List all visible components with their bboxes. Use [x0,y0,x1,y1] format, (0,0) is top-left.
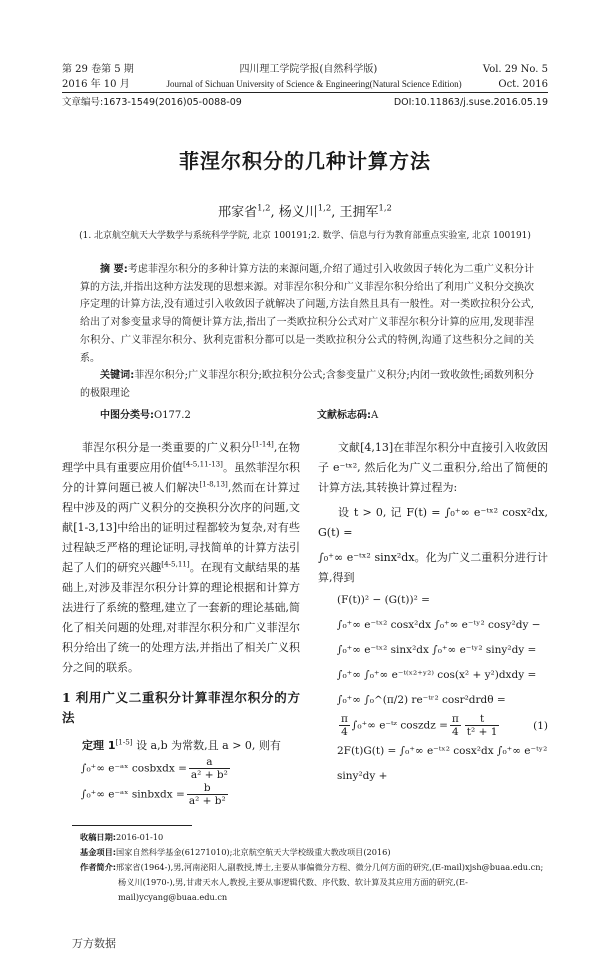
header-date-en: Oct. 2016 [498,79,548,90]
footnote-rule [72,825,192,826]
equation-sin: ∫₀⁺∞ e⁻ᵃˣ sinbxdx = $\frac{b}{\text{a² + b²}}$ [81,781,226,807]
abstract [80,261,534,424]
author-bio-2: 杨义川(1970-),男,甘肃天水人,教授,主要从事逻辑代数、序代数、软计算及其应用方面的研究,(E-mail)ycyang@buaa.edu.cn [118,877,468,903]
equation-1-body: $\frac{\pi}{4}$ ∫₀⁺∞ e⁻ᵗᶻ coszdz = $\frac{\pi}{4}$ $\frac{t}{\text{t² + 1}}$ [341,713,498,739]
keywords-text: 菲涅尔积分;广义菲涅尔积分;欧拉积分公式;含参变量广义积分;内闭一致收敛性;函数列积分的极限理论 [80,370,534,399]
author-name: 王拥军 [339,205,379,220]
header-volume-en: Vol. 29 No. 5 [482,64,548,75]
left-column [62,438,300,807]
equation-number: (1) [533,719,548,732]
header-row-1 [62,62,548,77]
author-bio-1: 作者简介:邢家省(1964-),男,河南泌阳人,副教授,博士,主要从事偏微分方程、微分几何方面的研究,(E-mail)xjsh@buaa.edu.cn; [80,862,544,873]
method-paragraph: 文献[4,13]在菲涅尔积分中直接引入收敛因子 e⁻ᵗˣ², 然后化为广义二重积分,给出了简便的计算方法,其转换计算过程为: [318,441,548,495]
author-affil-mark: 1,2 [317,202,332,213]
author-list: 邢家省$^{1,2}$, 杨义川$^{1,2}$, 王拥军$^{1,2}$ [218,202,392,220]
author-name: 邢家省 [218,205,258,220]
derivation-line: ∫₀⁺∞ e⁻ᵗˣ² cosx²dx ∫₀⁺∞ e⁻ᵗʸ² cosy²dy − [337,619,541,632]
article-number: 文章编号:1673-1549(2016)05-0088-09 [62,97,242,108]
theorem-1: 定理 1[1-5] 设 a,b 为常数,且 a > 0, 则有 [82,737,281,753]
author-name: 杨义川 [278,205,318,220]
header-row-2 [62,77,548,92]
funding: 基金项目:国家自然科学基金(61271010);北京航空航天大学校级重大教改项目(2016) [80,847,391,858]
body-columns [62,438,548,807]
header-journal-cn: 四川理工学院学报(自然科学版) [239,64,378,75]
classification-row [80,407,534,425]
footnotes [80,830,548,905]
classification: 中图分类号:O177.2 [100,409,191,421]
header-journal-en: Journal of Sichuan University of Science & Engineering(Natural Science Edition) [166,79,462,89]
derivation-line: ∫₀⁺∞ ∫₀⁺∞ e⁻ᵗ⁽ˣ²⁺ʸ²⁾ cos(x² + y²)dxdy = [337,669,537,682]
section-heading-1: 1 利用广义二重积分计算菲涅尔积分的方法 [62,690,300,726]
header-row-3 [62,95,548,110]
definition-line: 设 t > 0, 记 F(t) = ∫₀⁺∞ e⁻ᵗˣ² cosx²dx, G(t) = [318,506,548,540]
abstract-text: 考虑菲涅尔积分的多种计算方法的来源问题,介绍了通过引入收敛因子转化为二重广义积分计算的方法,并指出这种方法发现的思想来源。对菲涅尔积分和广义菲涅尔积分给出了利用广义积分交换次序定理的计算方法,没有通过引入收敛因子就解决了问题,方法自然且具有一般性。对一类欧拉积分公式,给出了对参变量求导的简便计算方法,指出了一类欧拉积分公式对广义菲涅尔积分计算的应用,发现菲涅尔积分、广义菲涅尔积分、狄利克雷积分都可以是一类欧拉积分公式的特例,沟通了这些积分之间的关系。 [80,264,534,364]
intro-paragraph: 菲涅尔积分是一类重要的广义积分[1-14],在物理学中具有重要应用价值[4-5,11-13]。虽然菲涅尔积分的计算问题已被人们解决[1-8,13],然而在计算过程中涉及的两广义积分的交换积分次序的问题,文献[1-3,13]中给出的证明过程都较为复杂,对有些过程缺乏严格的理论证明,寻找简单的计算方法引起了人们的研究兴趣[4-5,11]。在现有文献结果的基础上,对涉及菲涅尔积分计算的理论根据和计算方法进行了系统的整理,建立了一套新的理论基础,简化了相关问题的处理,对菲涅尔积分和广义菲涅尔积分给出了统一的处理方法,并指出了相关广义积分之间的联系。 [62,439,301,675]
doi: DOI:10.11863/j.suse.2016.05.19 [393,97,548,108]
abstract-label: 摘 要: [100,264,128,275]
author-affil-mark: 1,2 [378,202,392,213]
header-rule [62,92,548,93]
header-date-cn: 2016 年 10 月 [62,79,130,90]
author-affil-mark: 1,2 [257,202,271,213]
derivation-line: ∫₀⁺∞ e⁻ᵗˣ² sinx²dx ∫₀⁺∞ e⁻ᵗʸ² siny²dy = [337,644,537,657]
equation-1 [337,713,548,739]
equation-cos: ∫₀⁺∞ e⁻ᵃˣ cosbxdx = $\frac{a}{\text{a² + b²}}$ [81,756,228,782]
document-code: 文献标志码:A [317,409,379,421]
paper-title: 菲涅尔积分的几种计算方法 [179,149,431,173]
derivation-line: (F(t))² − (G(t))² = [337,594,430,607]
derivation-line: ∫₀⁺∞ ∫₀^(π/2) re⁻ᵗʳ² cosr²drdθ = [337,694,506,707]
received-date: 收稿日期:2016-01-10 [80,832,164,843]
derivation-line: 2F(t)G(t) = ∫₀⁺∞ e⁻ᵗˣ² cosx²dx ∫₀⁺∞ e⁻ᵗʸ² siny²dy + [337,744,548,782]
definition-line-cont: ∫₀⁺∞ e⁻ᵗˣ² sinx²dx。化为广义二重积分进行计算,得到 [318,551,548,585]
keywords-label: 关键词: [100,370,135,382]
affiliation: (1. 北京航空航天大学数学与系统科学学院, 北京 100191;2. 数学、信息与行为教育部重点实验室, 北京 100191) [79,231,531,241]
right-column [318,438,548,807]
header-volume-cn: 第 29 卷第 5 期 [62,64,134,75]
wanfang-watermark: 万方数据 [72,937,116,951]
